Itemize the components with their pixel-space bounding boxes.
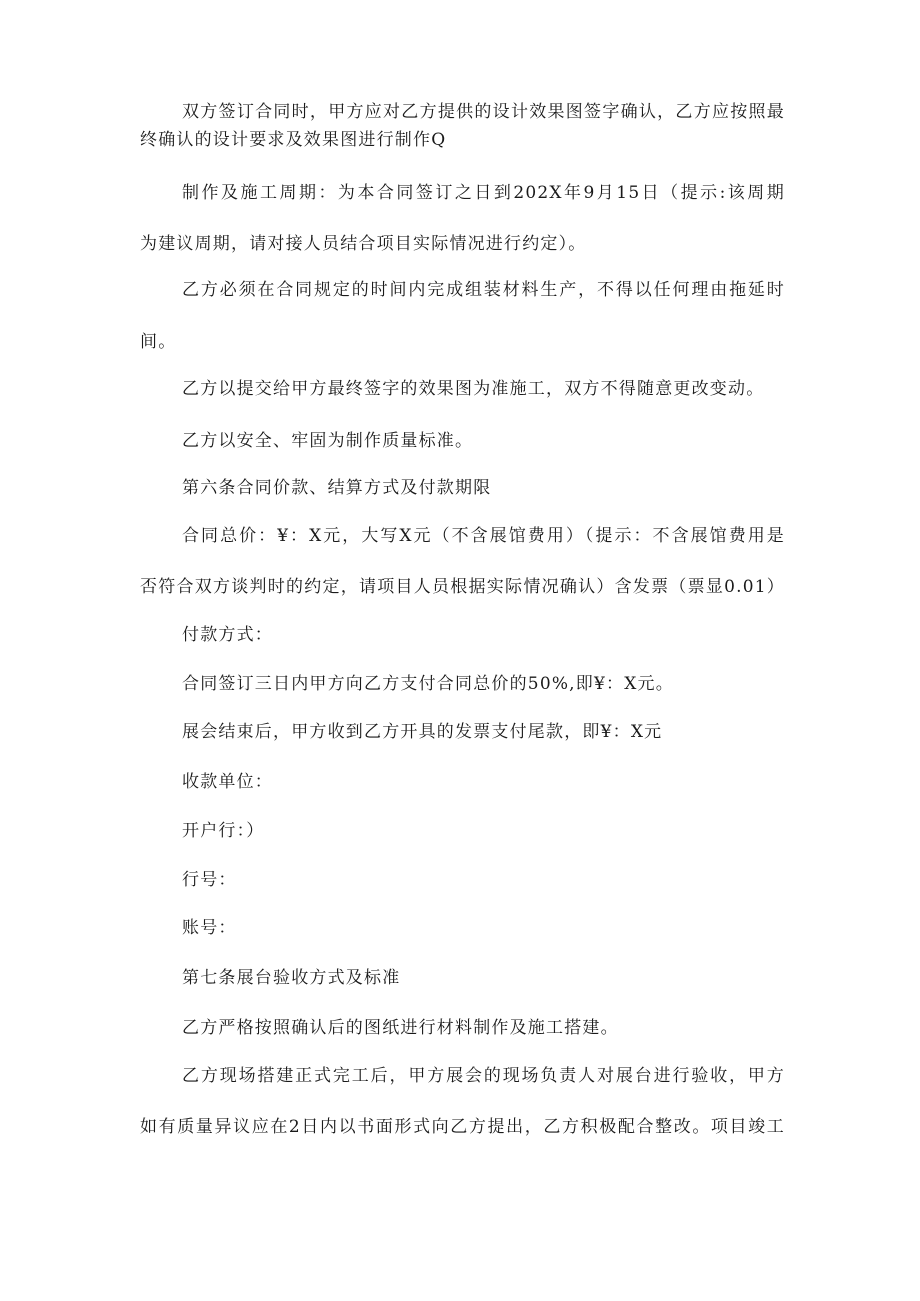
material-production-line-1: 乙方必须在合同规定的时间内完成组装材料生产，不得以任何理由拖延时	[182, 280, 785, 300]
acceptance-line-1: 乙方现场搭建正式完工后，甲方展会的现场负责人对展台进行验收，甲方	[182, 1066, 785, 1086]
paragraph-design-confirmation	[140, 98, 785, 154]
paragraph-final-payment: 展会结束后，甲方收到乙方开具的发票支付尾款，即¥：X元	[182, 722, 663, 742]
paragraph-first-payment: 合同签订三日内甲方向乙方支付合同总价的50%,即¥：X元。	[182, 674, 674, 694]
paragraph-acceptance	[140, 1061, 785, 1137]
paragraph-material-production	[140, 275, 785, 352]
design-confirmation-line-1: 双方签订合同时，甲方应对乙方提供的设计效果图签字确认，乙方应按照最	[182, 102, 785, 122]
article-seven-heading: 第七条展台验收方式及标准	[182, 968, 401, 988]
paragraph-construction-period	[140, 178, 785, 254]
paragraph-final-rendering: 乙方以提交给甲方最终签字的效果图为准施工，双方不得随意更改变动。	[182, 379, 765, 399]
paragraph-build-by-drawings: 乙方严格按照确认后的图纸进行材料制作及施工搭建。	[182, 1018, 619, 1038]
article-six-heading: 第六条合同价款、结算方式及付款期限	[182, 478, 492, 498]
total-price-line-1: 合同总价：¥：X元，大写X元（不含展馆费用）（提示：不含展馆费用是	[182, 526, 785, 546]
paragraph-payment-method: 付款方式：	[182, 625, 273, 645]
construction-period-line-2: 为建议周期，请对接人员结合项目实际情况进行约定）。	[140, 234, 587, 254]
construction-period-line-1: 制作及施工周期：为本合同签订之日到202X年9月15日（提示:该周期	[182, 183, 785, 203]
design-confirmation-line-2: 终确认的设计要求及效果图进行制作Q	[140, 130, 447, 150]
acceptance-line-2: 如有质量异议应在2日内以书面形式向乙方提出，乙方积极配合整改。项目竣工	[140, 1117, 785, 1137]
paragraph-account: 账号：	[182, 918, 237, 938]
paragraph-quality-standard: 乙方以安全、牢固为制作质量标准。	[182, 431, 474, 451]
paragraph-bank-code: 行号：	[182, 870, 237, 890]
paragraph-bank: 开户行：）	[182, 821, 265, 841]
material-production-line-2: 间。	[140, 332, 177, 352]
total-price-line-2: 否符合双方谈判时的约定，请项目人员根据实际情况确认）含发票（票显0.01）	[140, 577, 785, 597]
paragraph-total-price	[140, 521, 785, 597]
paragraph-payee: 收款单位：	[182, 772, 273, 792]
